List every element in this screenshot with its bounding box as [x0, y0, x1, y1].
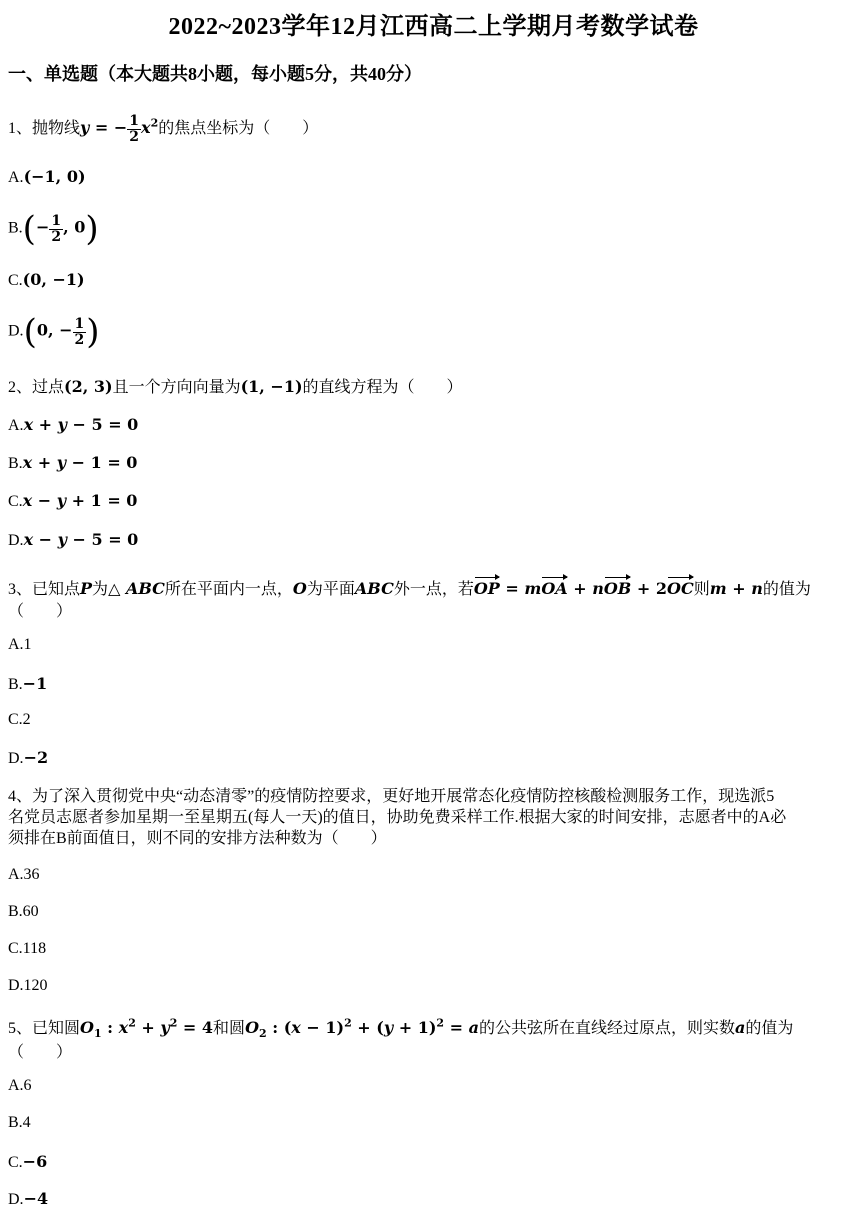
question-1: 1、抛物线y = − $\frac{1}{2}$ $x^2$的焦点坐标为（ ）	[8, 113, 319, 145]
q1-suffix: 的焦点坐标为（ ）	[158, 119, 319, 137]
q5-text-4: 的值为	[745, 1020, 794, 1037]
q2-option-d[interactable]: D.x − y − 5 = 0	[8, 530, 139, 549]
q1-prefix: 1、抛物线	[8, 119, 81, 137]
q1-fraction: $\frac{1}{2}$	[129, 113, 140, 145]
q5-text-1: 5、已知圆	[8, 1020, 81, 1037]
q4-option-d[interactable]: D.120	[8, 977, 48, 994]
q2-mid: 且一个方向向量为	[112, 379, 241, 396]
page-title: 2022~2023学年12月江西高二上学期月考数学试卷	[168, 14, 699, 40]
q4-line-2: 名党员志愿者参加星期一至星期五(每人一天)的值日，协助免费采样工作.根据大家的时间安排，志愿者中的A必	[8, 809, 787, 826]
q1-option-c[interactable]: C.(0, −1)	[8, 270, 85, 289]
q3-option-b[interactable]: B.−1	[8, 674, 48, 693]
option-label: C.	[8, 493, 23, 510]
q3-text-1: 3、已知点	[8, 581, 81, 598]
option-label: A.	[8, 169, 24, 186]
q1-option-d[interactable]: D.(0, − $\frac{1}{2}$ )	[8, 312, 100, 352]
q4-option-a[interactable]: A.36	[8, 866, 40, 883]
option-label: A.	[8, 417, 24, 434]
option-label: D.	[8, 1191, 24, 1208]
option-label: D.	[8, 532, 24, 549]
q3-option-d[interactable]: D.−2	[8, 748, 49, 767]
q2-option-b[interactable]: B.x + y − 1 = 0	[8, 453, 138, 472]
q1-option-a[interactable]: A.(−1, 0)	[8, 167, 86, 186]
q3-option-a[interactable]: A.1	[8, 636, 32, 653]
q4-option-c[interactable]: C.118	[8, 940, 47, 957]
q3-text-5: 外一点，若	[393, 581, 474, 598]
option-label: C.	[8, 1154, 23, 1171]
q4-line-1: 4、为了深入贯彻党中央“动态清零”的疫情防控要求，更好地开展常态化疫情防控核酸检测服务工作，现选派5	[8, 788, 775, 805]
q5-option-d[interactable]: D.−4	[8, 1189, 49, 1208]
q4-line-3: 须排在B前面值日，则不同的安排方法种数为（ ）	[8, 830, 387, 847]
q2-option-a[interactable]: A.x + y − 5 = 0	[8, 415, 139, 434]
option-label: D.	[8, 750, 24, 767]
option-label: C.	[8, 272, 23, 289]
q5-option-c[interactable]: C.−6	[8, 1152, 48, 1171]
q3-text-7: 的值为	[762, 581, 811, 598]
question-2: 2、过点(2, 3)且一个方向向量为(1, −1)的直线方程为（ ）	[8, 377, 463, 396]
option-label: B.	[8, 219, 23, 237]
option-label: B.	[8, 676, 23, 693]
question-4	[8, 786, 858, 849]
q3-text-4: 为平面	[306, 581, 355, 598]
q2-option-c[interactable]: C.x − y + 1 = 0	[8, 491, 138, 510]
q5-option-b[interactable]: B.4	[8, 1114, 31, 1131]
q3-text-6: 则	[693, 581, 710, 598]
q3-text-2: 为	[92, 581, 109, 598]
q5-text-2: 和圆	[213, 1020, 246, 1037]
question-5: 5、已知圆$O_1$ : $x^2 + y^2 = 4$和圆$O_2$ : $(x - 1)^2 + (y + 1)^2 = a$的公共弦所在直线经过原点，则实数a的值为	[8, 1016, 794, 1041]
q3-text-3: 所在平面内一点，	[164, 581, 293, 598]
q4-option-b[interactable]: B.60	[8, 903, 39, 920]
q2-prefix: 2、过点	[8, 379, 65, 396]
q1-option-b[interactable]: B.(− $\frac{1}{2}$ , 0)	[8, 209, 99, 249]
section-heading: 一、单选题（本大题共8小题，每小题5分，共40分）	[8, 64, 422, 84]
q5-text-3: 的公共弦所在直线经过原点，则实数	[478, 1020, 735, 1037]
q3-blank: （ ）	[8, 603, 73, 620]
q5-blank: （ ）	[8, 1044, 73, 1061]
q2-suffix: 的直线方程为（ ）	[302, 379, 463, 396]
option-label: D.	[8, 322, 24, 340]
q5-option-a[interactable]: A.6	[8, 1077, 32, 1094]
q3-option-c[interactable]: C.2	[8, 711, 31, 728]
option-label: B.	[8, 455, 23, 472]
question-3: 3、已知点P为△ ABC所在平面内一点，O为平面ABC外一点，若OP = mOA + nOB + 2OC则m + n的值为	[8, 579, 811, 598]
